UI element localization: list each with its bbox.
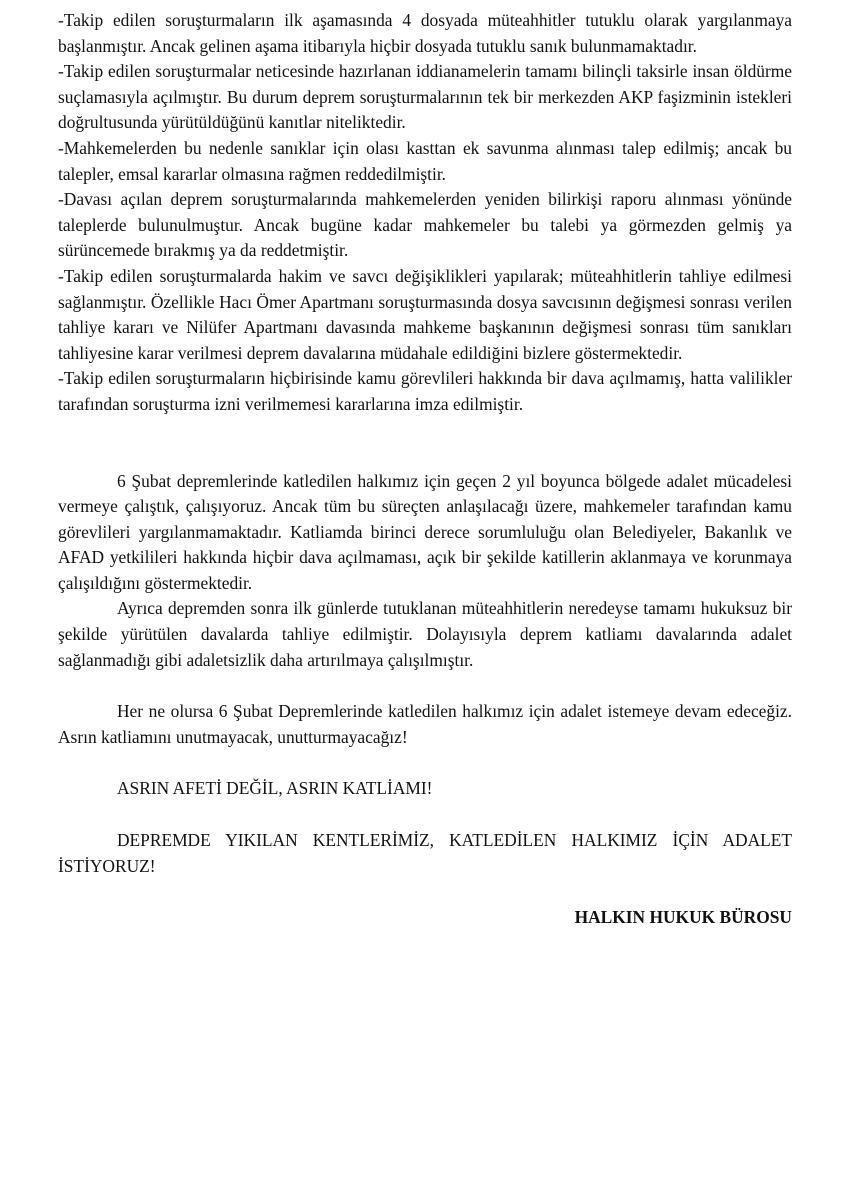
bullet-hakim-savci-degisikligi: -Takip edilen soruşturmalarda hakim ve savcı değişiklikleri yapılarak; müteahhitlerin tahliye edilmesi sağlanmıştır. Özellikle Hacı Ömer Apartmanı soruşturmasında dosya savcısının değişmesi sonrası verilen tahliye kararı ve Nilüfer Apartmanı davasında mahkeme başkanının değişmesi sonrası tüm sanıkları tahliyesine karar verilmesi deprem davalarına müdahale edildiğini bizlere göstermektedir. <box>58 265 792 363</box>
bullet-bilirkisi-raporu: -Davası açılan deprem soruşturmalarında mahkemelerden yeniden bilirkişi raporu alınması yönünde taleplerde bulunulmuştur. Ancak bugüne kadar mahkemeler bu talebi ya görmezden gelmiş ya sürüncemede bırakmış ya da reddetmiştir. <box>58 189 792 261</box>
paragraph-devam-edecegiz: Her ne olursa 6 Şubat Depremlerinde katledilen halkımız için adalet istemeye devam edeceğiz. Asrın katliamını unutmayacak, unutturmayacağız! <box>58 701 792 747</box>
paragraph-muteahhitler: Ayrıca depremden sonra ilk günlerde tutuklanan müteahhitlerin neredeyse tamamı hukuksuz bir şekilde yürütülen davalarda tahliye edilmiştir. Dolayısıyla deprem katliamı davalarında adalet sağlanmadığı gibi adaletsizlik daha artırılmaya çalışılmıştır. <box>58 598 792 670</box>
bullet-kamu-gorevlileri: -Takip edilen soruşturmaların hiçbirisinde kamu görevlileri hakkında bir dava açılmamış, hatta valilikler tarafından soruşturma izni verilmemesi kararlarına imza edilmiştir. <box>58 368 792 414</box>
bullet-tutuklu-sanik: -Takip edilen soruşturmaların ilk aşamasında 4 dosyada müteahhitler tutuklu olarak yargılanmaya başlanmıştır. Ancak gelinen aşama itibarıyla hiçbir dosyada tutuklu sanık bulunmamaktadır. <box>58 10 792 56</box>
paragraph-adalet-mucadelesi: 6 Şubat depremlerinde katledilen halkımız için geçen 2 yıl boyunca bölgede adalet mücadelesi vermeye çalıştık, çalışıyoruz. Ancak tüm bu süreçten anlaşılacağı üzere, mahkemeler tarafından kamu görevlileri yargılanmamaktadır. Katliamda birinci derece sorumluluğu olan Belediyeler, Bakanlık ve AFAD yetkilileri hakkında hiçbir dava açılmaması, açık bir şekilde katillerin aklanmaya ve korunmaya çalışıldığını göstermektedir. <box>58 470 792 593</box>
document-page <box>58 8 792 931</box>
bullet-ek-savunma: -Mahkemelerden bu nedenle sanıklar için olası kasttan ek savunma alınması talep edilmiş; ancak bu talepler, emsal kararlar olmasına rağmen reddedilmiştir. <box>58 137 792 184</box>
slogan-asrin-katliami: ASRIN AFETİ DEĞİL, ASRIN KATLİAMI! <box>117 778 433 799</box>
slogan-adalet-istiyoruz: DEPREMDE YIKILAN KENTLERİMİZ, KATLEDİLEN HALKIMIZ İÇİN ADALET İSTİYORUZ! <box>58 830 792 876</box>
bullet-iddianame: -Takip edilen soruşturmalar neticesinde hazırlanan iddianamelerin tamamı bilinçli taksirle insan öldürme suçlamasıyla açılmıştır. Bu durum deprem soruşturmalarının tek bir merkezden AKP faşizminin istekleri doğrultusunda yürütüldüğünü kanıtlar niteliktedir. <box>58 61 792 133</box>
signature: HALKIN HUKUK BÜROSU <box>574 907 792 928</box>
